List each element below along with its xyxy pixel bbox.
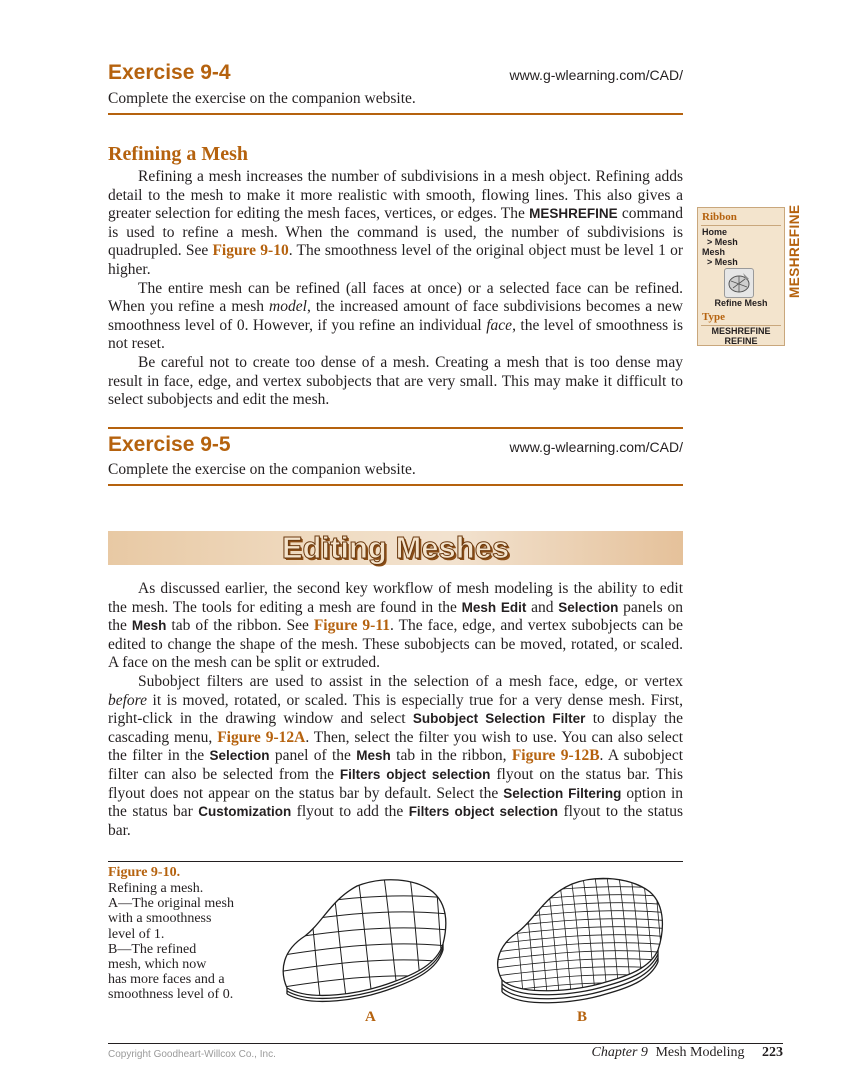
sidebar-ribbon-path	[702, 227, 738, 267]
figure-ref-9-12b[interactable]: Figure 9-12B	[511, 747, 600, 765]
cmd-mesh-tab: Mesh	[356, 748, 391, 764]
figure-top-rule	[108, 861, 683, 862]
cmd-subobject-filter: Subobject Selection Filter	[412, 711, 586, 727]
command-sidebar	[697, 207, 785, 346]
editing-paragraph-2: Subobject filters are used to assist in the selection of a mesh face, edge, or vertex before it is moved, rotated, or scaled. This is especially true for a very dense mesh. First, right-click in the drawing window and select Subobject Selection Filter to display the cascading menu, Figure 9-12A. Then, select the filter you wish to use. You can also select the filter in the Selection panel of the Mesh tab in the ribbon, Figure 9-12B. A subobject filter can also be selected from the Filters object selection flyout on the status bar. This flyout does not appear on the status bar by default. Select the Selection Filtering option in the status bar Customization flyout to add the Filters object selection flyout to the status bar.	[108, 672, 684, 839]
exercise-9-5-title: Exercise 9-5	[108, 433, 231, 456]
exercise-9-5-top-rule	[108, 427, 683, 429]
cmd-selection-filtering: Selection Filtering	[503, 785, 622, 801]
exercise-9-5-text: Complete the exercise on the companion website.	[108, 461, 416, 478]
path-mesh-panel-2: > Mesh	[707, 257, 738, 267]
section-banner	[108, 531, 683, 565]
sidebar-type-entries	[698, 326, 784, 346]
path-mesh-panel: > Mesh	[707, 237, 738, 247]
section-heading-refining: Refining a Mesh	[108, 143, 248, 165]
refining-paragraph-1: Refining a mesh increases the number of subdivisions in a mesh object. Refining adds detail to the mesh to make it more realistic with smooth, flowing lines. This also gives a greater selection for editing the mesh faces, vertices, or edges. The MESHREFINE command is used to refine a mesh. When the command is used, the number of subdivisions is quadrupled. See Figure 9-10. The smoothness level of the original object must be level 1 or higher.	[108, 168, 683, 278]
exercise-9-5-url[interactable]: www.g-wlearning.com/CAD/	[509, 439, 683, 455]
cmd-mesh: Mesh	[131, 618, 167, 634]
refining-paragraph-3: Be careful not to create too dense of a mesh. Creating a mesh that is too dense may result in face, edge, and vertex subobjects that are very small. This may make it difficult to select subobjects and edit the mesh.	[108, 353, 683, 409]
type-refine: REFINE	[724, 336, 758, 346]
exercise-9-4-url[interactable]: www.g-wlearning.com/CAD/	[509, 67, 683, 83]
exercise-9-4-title: Exercise 9-4	[108, 61, 231, 84]
refine-mesh-button-icon[interactable]	[724, 268, 754, 298]
exercise-9-5-rule	[108, 484, 683, 486]
cmd-customization: Customization	[198, 804, 292, 820]
cmd-mesh-edit: Mesh Edit	[461, 599, 527, 615]
footer-copyright: Copyright Goodheart-Willcox Co., Inc.	[108, 1049, 276, 1060]
banner-title-editing-meshes: Editing Meshes	[281, 530, 510, 565]
editing-body	[108, 580, 683, 840]
command-meshrefine: MESHREFINE	[529, 206, 618, 222]
figure-label-a: A	[365, 1009, 376, 1025]
editing-paragraph-1: As discussed earlier, the second key workflow of mesh modeling is the ability to edit the mesh. The tools for editing a mesh are found in the Mesh Edit and Selection panels on the Mesh tab of the ribbon. See Figure 9-11. The face, edge, and vertex subobjects can be edited to change the shape of the mesh. These subobjects can be moved, rotated, or scaled. A face on the mesh can be split or extruded.	[108, 580, 684, 672]
figure-ref-9-10[interactable]: Figure 9-10	[212, 242, 289, 260]
figure-label-b: B	[577, 1009, 588, 1025]
refine-mesh-label: Refine Mesh	[714, 298, 768, 308]
vertical-command-label: MESHREFINE	[787, 204, 802, 298]
cmd-selection-panel: Selection	[209, 748, 270, 764]
exercise-9-4-text: Complete the exercise on the companion website.	[108, 90, 416, 107]
mesh-a-illustration	[265, 870, 465, 1005]
figure-ref-9-12a[interactable]: Figure 9-12A	[217, 728, 306, 746]
path-mesh-tab: Mesh	[702, 247, 726, 257]
footer-chapter-title: Mesh Modeling	[655, 1045, 745, 1060]
mesh-b-illustration	[480, 870, 680, 1005]
path-home: Home	[702, 227, 728, 237]
cmd-filters-flyout: Filters object selection	[339, 766, 491, 782]
footer-chapter-info	[592, 1045, 783, 1061]
figure-title: Figure 9-10.	[108, 865, 181, 880]
sidebar-type-heading: Type	[702, 311, 726, 323]
figure-caption: Refining a mesh. A—The original mesh with a smoothness level of 1. B—The refined mesh, which now has more faces and a smoothness level of 0.	[108, 881, 234, 1003]
refining-paragraph-2: The entire mesh can be refined (all faces at once) or a selected face can be refined. When you refine a mesh model, the increased amount of face subdivisions becomes a new smoothness level of 0. However, if you refine an individual face, the level of smoothness is not reset.	[108, 279, 683, 353]
figure-ref-9-11[interactable]: Figure 9-11	[313, 617, 390, 635]
exercise-9-4-rule	[108, 113, 683, 115]
refining-body	[108, 168, 683, 410]
type-meshrefine: MESHREFINE	[711, 326, 771, 336]
footer-page-number: 223	[762, 1045, 783, 1060]
cmd-filters-flyout-2: Filters object selection	[408, 804, 559, 820]
footer-chapter: Chapter 9	[591, 1045, 648, 1060]
sidebar-ribbon-heading: Ribbon	[702, 211, 737, 223]
cmd-selection: Selection	[558, 599, 619, 615]
footer-rule	[108, 1043, 783, 1044]
